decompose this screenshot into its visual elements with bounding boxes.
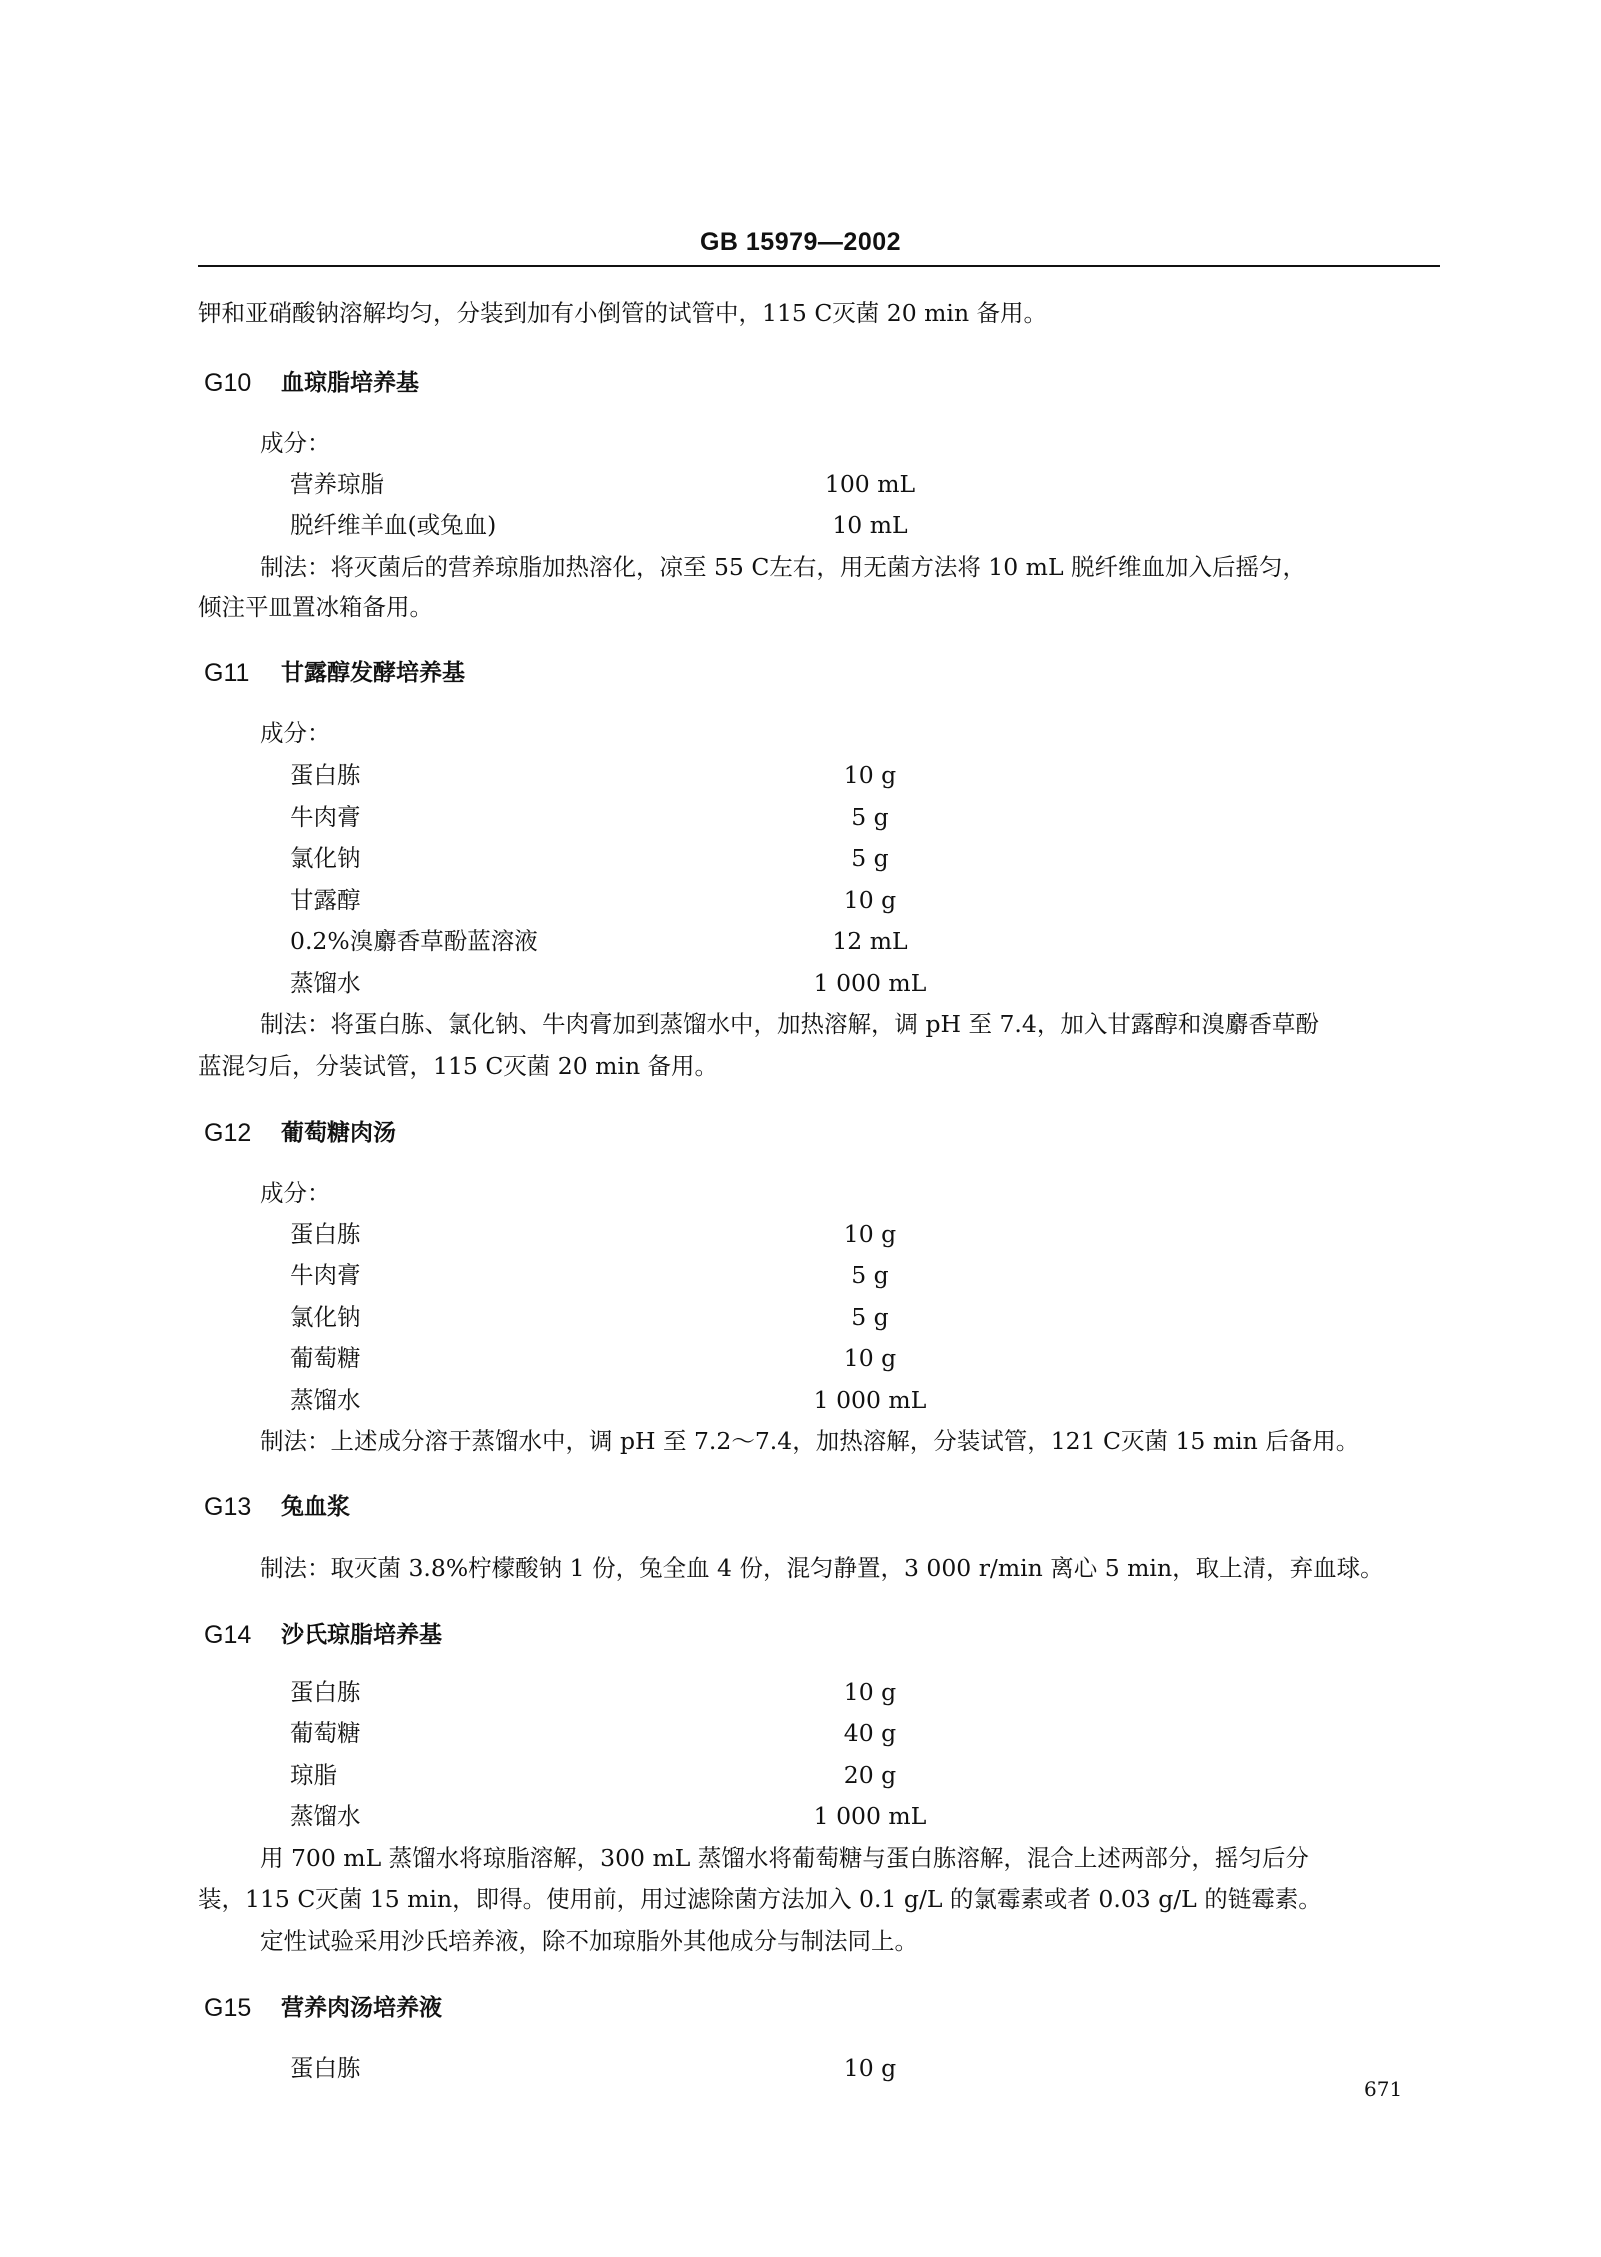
- method-line: 用 700 mL 蒸馏水将琼脂溶解，300 mL 蒸馏水将葡萄糖与蛋白胨溶解，混合上述两部分，摇匀后分: [260, 1844, 1309, 1872]
- intro-line: 钾和亚硝酸钠溶解均匀，分装到加有小倒管的试管中，115 C灭菌 20 min 备用。: [198, 299, 1048, 327]
- ingredient-name: 蛋白胨: [290, 2054, 361, 2082]
- ingredient-name: 蒸馏水: [290, 1802, 361, 1830]
- method-line: 倾注平皿置冰箱备用。: [198, 593, 433, 621]
- ingredient-name: 0.2%溴麝香草酚蓝溶液: [290, 927, 538, 955]
- section-title-g10: 血琼脂培养基: [281, 370, 419, 396]
- ingredient-amount: 5 g: [851, 1261, 889, 1289]
- section-number-g14: G14: [204, 1621, 252, 1649]
- ingredient-name: 葡萄糖: [290, 1344, 361, 1372]
- ingredient-name: 蛋白胨: [290, 1220, 361, 1248]
- section-title-g12: 葡萄糖肉汤: [281, 1120, 396, 1146]
- ingredient-amount: 10 g: [843, 1220, 897, 1248]
- ingredient-name: 脱纤维羊血(或兔血): [290, 511, 497, 539]
- ingredient-name: 甘露醇: [290, 886, 361, 914]
- ingredient-amount: 1 000 mL: [813, 1386, 927, 1414]
- section-title-g15: 营养肉汤培养液: [281, 1995, 442, 2021]
- section-number-g11: G11: [204, 659, 250, 687]
- ingredient-name: 牛肉膏: [290, 803, 361, 831]
- ingredients-label: 成分：: [260, 429, 331, 457]
- ingredient-name: 琼脂: [290, 1761, 337, 1789]
- ingredient-amount: 10 g: [843, 1678, 897, 1706]
- ingredient-amount: 12 mL: [832, 927, 908, 955]
- ingredient-name: 牛肉膏: [290, 1261, 361, 1289]
- ingredient-amount: 10 g: [843, 761, 897, 789]
- method-line: 制法：将灭菌后的营养琼脂加热溶化，凉至 55 C左右，用无菌方法将 10 mL 脱纤维血加入后摇匀，: [260, 553, 1307, 581]
- ingredient-amount: 5 g: [851, 1303, 889, 1331]
- method-line: 制法：上述成分溶于蒸馏水中，调 pH 至 7.2～7.4，加热溶解，分装试管，121 C灭菌 15 min 后备用。: [260, 1427, 1360, 1455]
- ingredient-name: 氯化钠: [290, 1303, 361, 1331]
- ingredient-amount: 1 000 mL: [813, 1802, 927, 1830]
- section-title-g13: 兔血浆: [281, 1494, 350, 1520]
- section-number-g12: G12: [204, 1119, 252, 1147]
- ingredient-amount: 5 g: [851, 844, 889, 872]
- ingredient-amount: 10 g: [843, 1344, 897, 1372]
- section-title-g14: 沙氏琼脂培养基: [281, 1622, 442, 1648]
- ingredient-amount: 1 000 mL: [813, 969, 927, 997]
- ingredient-amount: 10 mL: [832, 511, 908, 539]
- ingredient-name: 葡萄糖: [290, 1719, 361, 1747]
- ingredient-amount: 40 g: [843, 1719, 897, 1747]
- header-rule: [198, 265, 1440, 267]
- ingredient-amount: 20 g: [843, 1761, 897, 1789]
- method-line: 制法：将蛋白胨、氯化钠、牛肉膏加到蒸馏水中，加热溶解，调 pH 至 7.4，加入甘露醇和溴麝香草酚: [260, 1010, 1319, 1038]
- ingredients-label: 成分：: [260, 1179, 331, 1207]
- ingredient-name: 蛋白胨: [290, 1678, 361, 1706]
- ingredient-name: 氯化钠: [290, 844, 361, 872]
- ingredient-name: 蒸馏水: [290, 1386, 361, 1414]
- section-number-g13: G13: [204, 1493, 252, 1521]
- ingredient-name: 营养琼脂: [290, 470, 384, 498]
- ingredient-name: 蒸馏水: [290, 969, 361, 997]
- page-number: 671: [1364, 2077, 1403, 2101]
- section-number-g15: G15: [204, 1994, 252, 2022]
- ingredient-amount: 100 mL: [824, 470, 916, 498]
- ingredient-amount: 5 g: [851, 803, 889, 831]
- method-line: 定性试验采用沙氏培养液，除不加琼脂外其他成分与制法同上。: [260, 1927, 918, 1955]
- method-line: 制法：取灭菌 3.8%柠檬酸钠 1 份，兔全血 4 份，混匀静置，3 000 r/min 离心 5 min，取上清，弃血球。: [260, 1554, 1384, 1582]
- ingredient-amount: 10 g: [843, 886, 897, 914]
- ingredient-amount: 10 g: [843, 2054, 897, 2082]
- method-line: 蓝混匀后，分装试管，115 C灭菌 20 min 备用。: [198, 1052, 719, 1080]
- section-title-g11: 甘露醇发酵培养基: [281, 660, 465, 686]
- ingredients-label: 成分：: [260, 719, 331, 747]
- document-header: GB 15979—2002: [699, 228, 902, 256]
- section-number-g10: G10: [204, 369, 252, 397]
- ingredient-name: 蛋白胨: [290, 761, 361, 789]
- method-line: 装，115 C灭菌 15 min，即得。使用前，用过滤除菌方法加入 0.1 g/L 的氯霉素或者 0.03 g/L 的链霉素。: [198, 1885, 1322, 1913]
